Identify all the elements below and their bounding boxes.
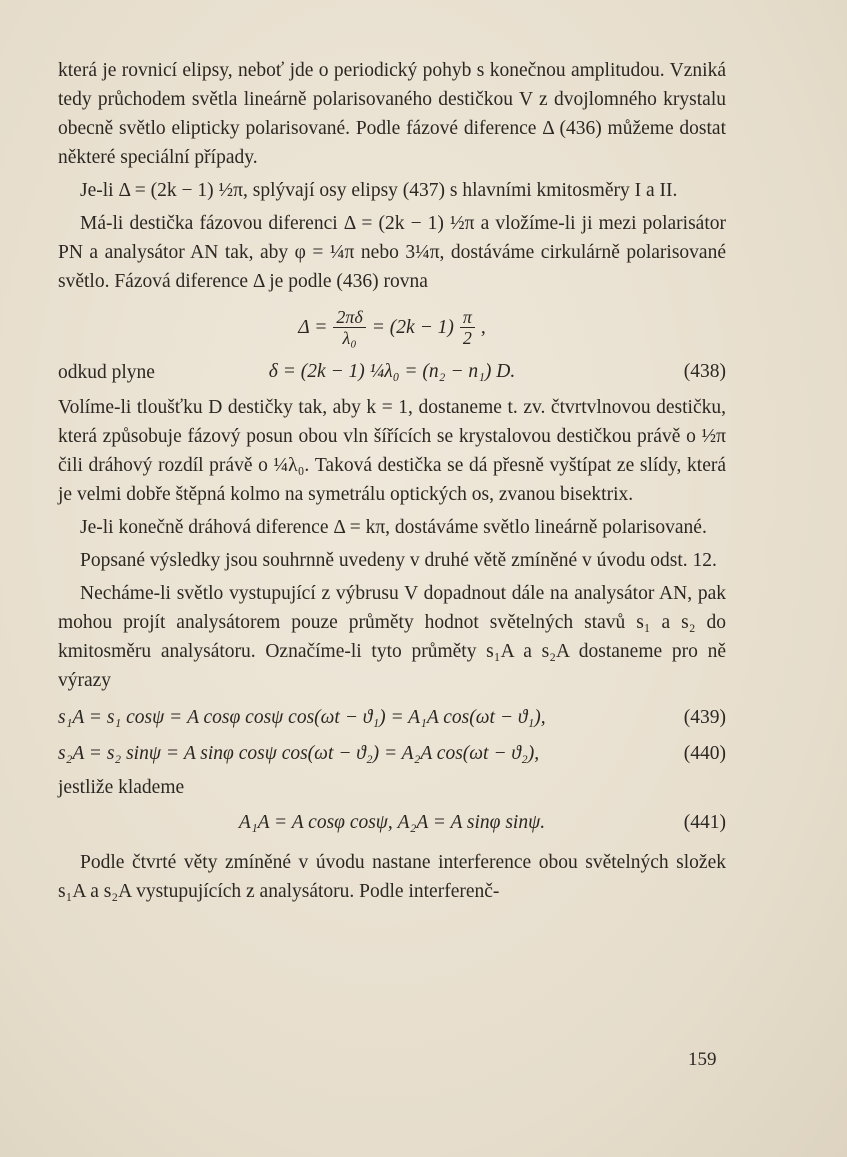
equation-439 (58, 703, 726, 739)
equation-440-body: s₂A = s₂ sinψ = A sinφ cosψ cos(ωt − ϑ₂) = A₂A cos(ωt − ϑ₂), (58, 743, 540, 764)
paragraph-analyser: Necháme-li světlo vystupující z výbrusu V dopadnout dále na analysátor AN, pak mohou projít analysátorem pouze průměty hodnot světelných stavů s₁ a s₂ do kmitosměru analysátoru. Označíme-li tyto průměty s₁A a s₂A dostaneme pro ně výrazy (58, 583, 726, 691)
equation-438 (58, 357, 726, 393)
equation-439-body: s₁A = s₁ cosψ = A cosφ cosψ cos(ωt − ϑ₁) = A₁A cos(ωt − ϑ₁), (58, 707, 546, 728)
paragraph-quarter-wave: Volíme-li tloušťku D destičky tak, aby k = 1, dostaneme t. zv. čtvrtvlnovou destičku, která způsobuje fázový posun obou vln šířících se krystalovou destičkou právě o ½π čili dráhový rozdíl právě o ¼λ₀. Taková destička se dá přesně vyštípat ze slídy, která je velmi dobře štěpná kolmo na symetrálu optických os, zvanou bisektrix. (58, 397, 726, 505)
page-number: 159 (688, 1049, 717, 1070)
paragraph-axes: Je-li Δ = (2k − 1) ½π, splývají osy elipsy (437) s hlavními kmitosměry I a II. (80, 180, 678, 201)
equation-delta-mid: = (2k − 1) (371, 316, 454, 338)
fraction-2pidelta: $\frac{2\pi\delta}{\text{λ₀}}$ (333, 307, 365, 348)
equation-delta (58, 296, 726, 358)
equation-441-body: A₁A = A cosφ cosψ, A₂A = A sinφ sinψ. (238, 812, 546, 833)
paragraph-results: Popsané výsledky jsou souhrnně uvedeny v druhé větě zmíněné v úvodu odst. 12. (80, 550, 717, 571)
equation-441 (58, 808, 726, 848)
paragraph-whence: odkud plyne (58, 362, 155, 383)
paragraph-where: jestliže klademe (58, 777, 185, 798)
page-body (58, 56, 726, 906)
paragraph-circular: Má-li destička fázovou diferenci Δ = (2k − 1) ½π a vložíme-li ji mezi polarisátor PN a analysátor AN tak, aby φ = ¼π nebo 3¼π, dostáváme cirkulárně polarisované světlo. Fázová diference Δ je podle (436) rovna (58, 213, 726, 292)
equation-440 (58, 739, 726, 773)
paragraph-ellipse: která je rovnicí elipsy, neboť jde o periodický pohyb s konečnou amplitudou. Vzniká tedy průchodem světla lineárně polarisovaného destičkou V z dvojlomného krystalu obecně světlo elipticky polarisované. Podle fázové diference Δ (436) můžeme dostat některé speciální případy. (58, 60, 726, 168)
paragraph-interference: Podle čtvrté věty zmíněné v úvodu nastane interference obou světelných složek s₁A a s₂A vystupujících z analysátoru. Podle interferenč- (58, 852, 726, 902)
equation-440-number: (440) (683, 743, 726, 764)
equation-delta-left: Δ = (298, 316, 328, 338)
paragraph-linear: Je-li konečně dráhová diference Δ = kπ, dostáváme světlo lineárně polarisované. (80, 517, 707, 538)
equation-delta-tail: , (480, 316, 486, 338)
equation-441-number: (441) (683, 812, 726, 833)
equation-439-number: (439) (683, 707, 726, 728)
fraction-pi-half: $\frac{\pi}{2}$ (460, 307, 475, 348)
equation-438-body: δ = (2k − 1) ¼λ₀ = (n₂ − n₁) D. (268, 361, 516, 382)
equation-438-number: (438) (683, 361, 726, 382)
